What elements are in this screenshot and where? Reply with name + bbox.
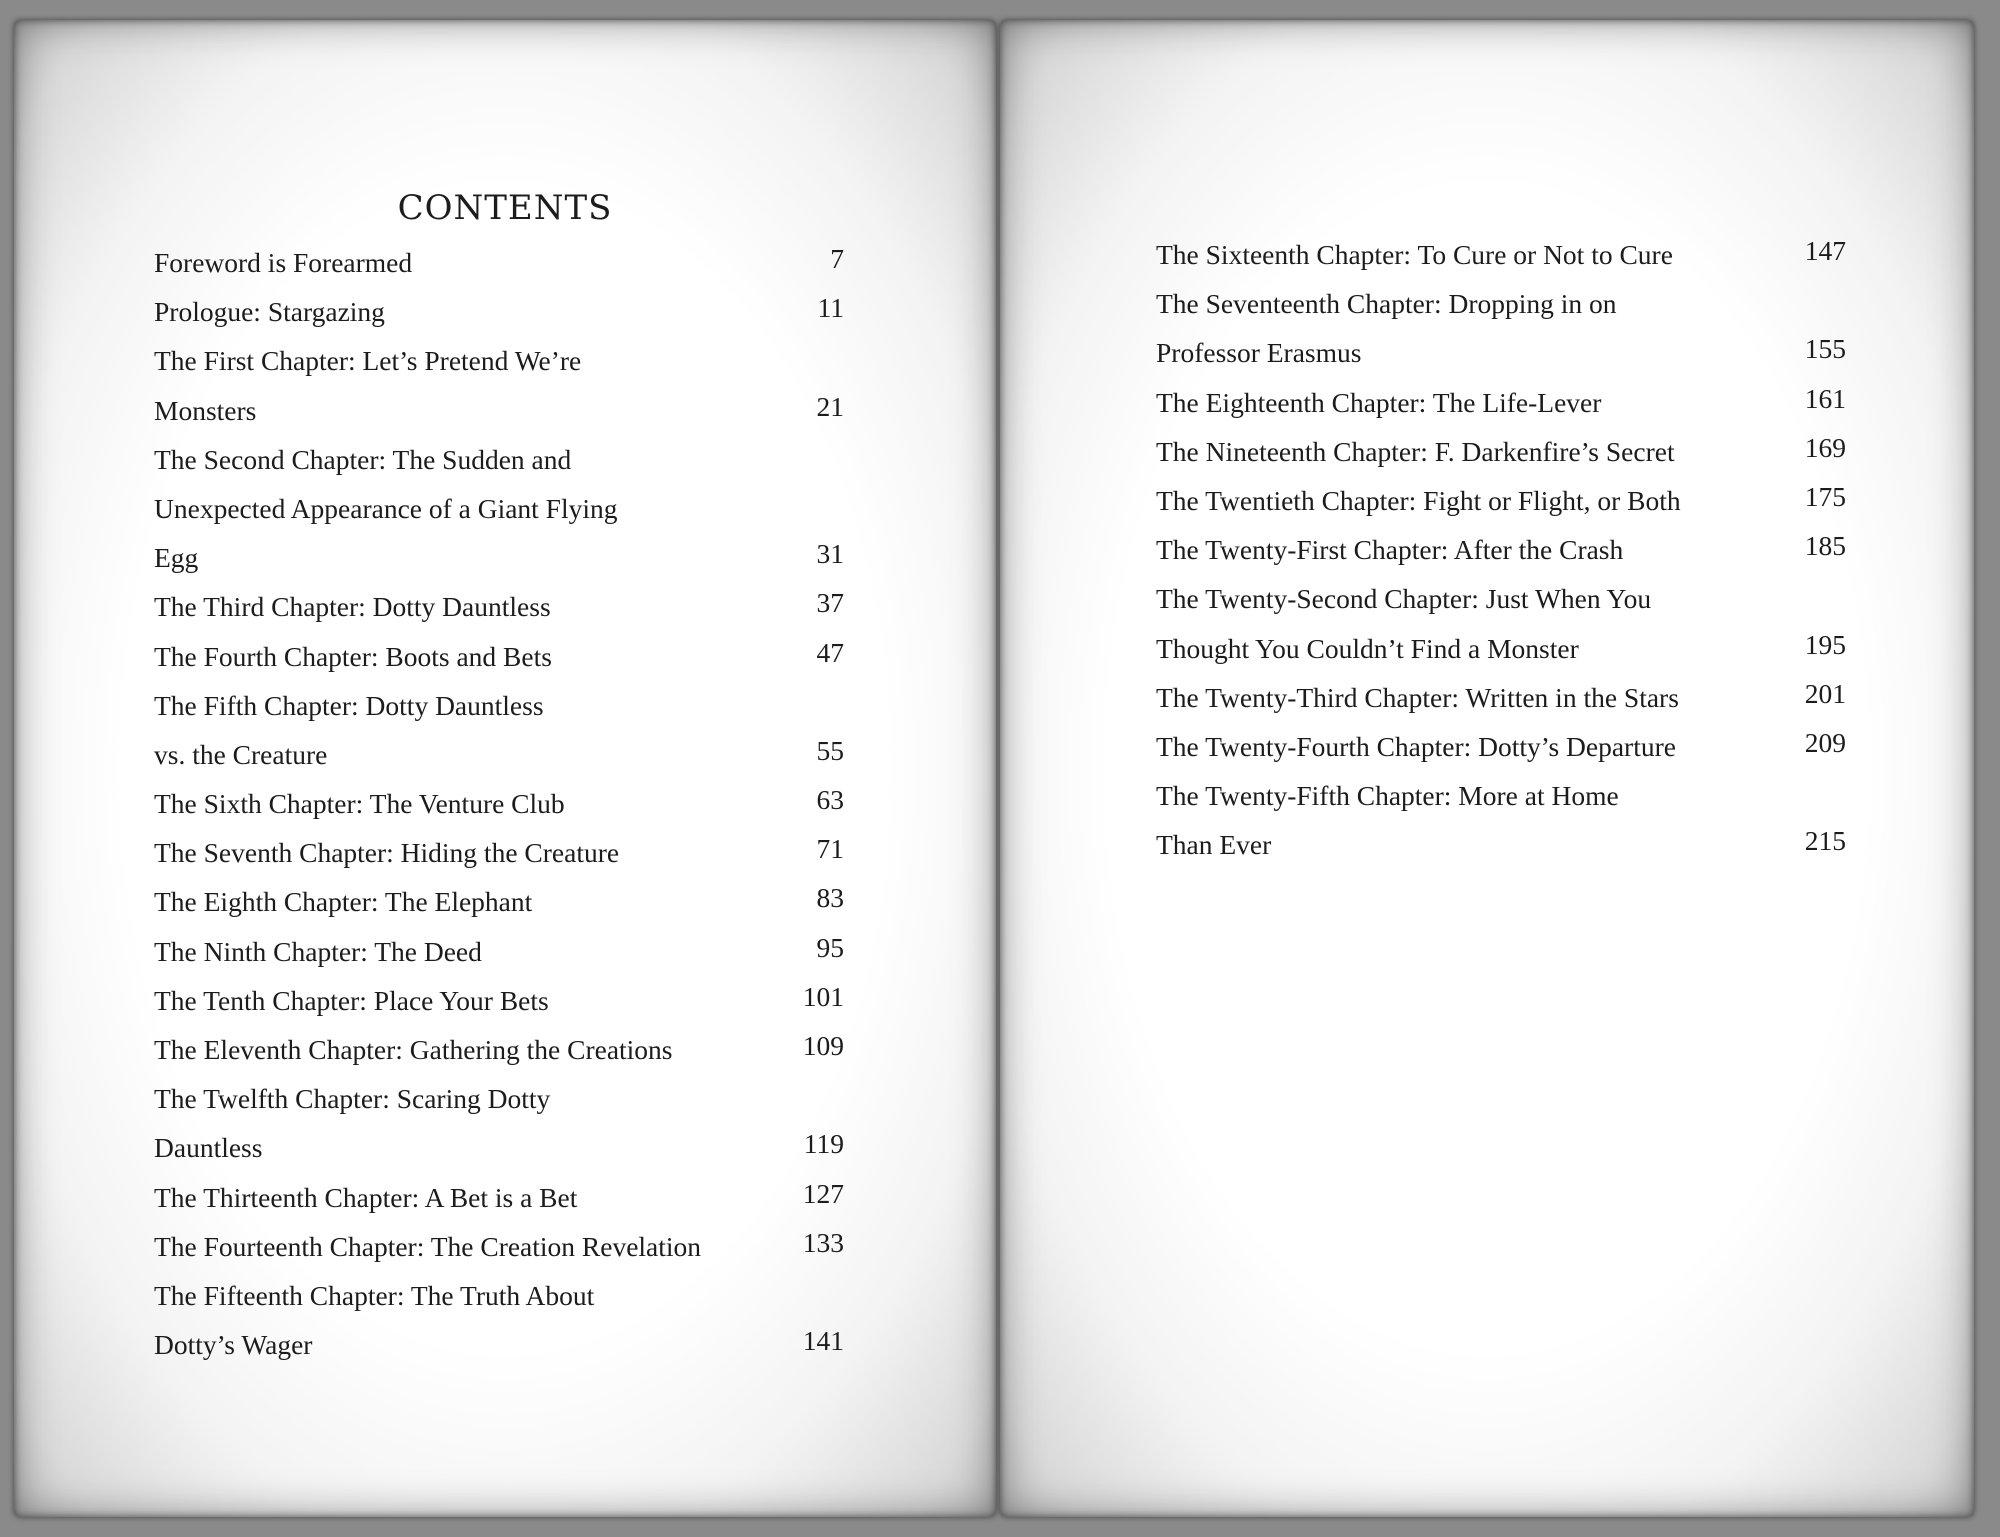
toc-entry <box>1156 328 1846 377</box>
toc-entry-page-number: 21 <box>816 390 844 422</box>
toc-entry <box>154 582 844 631</box>
toc-entry-title: The Twentieth Chapter: Fight or Flight, or Both <box>1156 484 1681 516</box>
toc-entry-page-number: 7 <box>830 243 844 274</box>
toc-entry-page-number: 169 <box>1804 431 1846 463</box>
toc-entry <box>154 1123 844 1172</box>
toc-entry-page-number: 71 <box>816 833 844 865</box>
toc-entry <box>1156 722 1846 771</box>
toc-entry-title: The Ninth Chapter: The Deed <box>154 935 482 967</box>
toc-entry-title: The Eighteenth Chapter: The Life-Lever <box>1156 386 1602 418</box>
toc-entry-title: Monsters <box>154 394 257 426</box>
toc-entry-title: The Twenty-First Chapter: After the Crash <box>1156 534 1624 566</box>
toc-entry <box>154 1320 844 1369</box>
toc-entry-page-number: 31 <box>816 538 844 570</box>
toc-entry-page-number: 195 <box>1804 628 1846 660</box>
toc-entry-page-number: 155 <box>1804 333 1846 365</box>
toc-entry-title: The Eleventh Chapter: Gathering the Creations <box>154 1034 673 1065</box>
toc-entry <box>154 976 844 1025</box>
toc-entry <box>154 386 844 435</box>
toc-entry-title: Unexpected Appearance of a Giant Flying <box>154 492 618 524</box>
contents-heading: CONTENTS <box>397 188 613 228</box>
toc-entry <box>1156 279 1846 328</box>
toc-entry-title: The Twelfth Chapter: Scaring Dotty <box>154 1083 551 1115</box>
toc-entry-page-number: 47 <box>816 636 844 668</box>
toc-list-left <box>154 238 844 1369</box>
toc-entry <box>154 730 844 779</box>
toc-entry-title: The Eighth Chapter: The Elephant <box>154 886 533 918</box>
toc-entry-page-number: 147 <box>1804 235 1846 266</box>
toc-entry-title: Foreword is Forearmed <box>154 247 413 278</box>
toc-entry <box>1156 378 1846 427</box>
toc-entry <box>154 1173 844 1222</box>
toc-entry-title: The Second Chapter: The Sudden and <box>154 443 572 475</box>
toc-entry <box>1156 230 1846 279</box>
toc-entry-page-number: 185 <box>1804 530 1846 562</box>
toc-entry <box>154 336 844 385</box>
toc-entry <box>154 238 844 287</box>
toc-entry <box>1156 427 1846 476</box>
toc-entry-page-number: 215 <box>1804 825 1846 857</box>
toc-entry-page-number: 55 <box>816 734 844 766</box>
toc-entry-title: The Fifth Chapter: Dotty Dauntless <box>154 689 544 721</box>
toc-entry-title: The Sixth Chapter: The Venture Club <box>154 788 565 820</box>
toc-entry-page-number: 127 <box>802 1177 844 1209</box>
toc-entry <box>1156 771 1846 820</box>
toc-entry <box>154 681 844 730</box>
toc-entry <box>154 632 844 681</box>
toc-entry-title: The Twenty-Third Chapter: Written in the Stars <box>1156 681 1679 713</box>
toc-entry-title: The Thirteenth Chapter: A Bet is a Bet <box>154 1181 578 1213</box>
toc-entry-title: The Fifteenth Chapter: The Truth About <box>154 1279 595 1311</box>
toc-entry-title: Dauntless <box>154 1132 263 1164</box>
toc-entry <box>154 877 844 926</box>
toc-entry <box>1156 624 1846 673</box>
toc-entry-title: The First Chapter: Let’s Pretend We’re <box>154 345 582 377</box>
toc-entry <box>154 484 844 533</box>
toc-entry <box>154 1271 844 1320</box>
toc-entry <box>154 1074 844 1123</box>
toc-entry-title: The Fourth Chapter: Boots and Bets <box>154 640 552 672</box>
toc-entry-page-number: 37 <box>816 587 844 619</box>
toc-entry-page-number: 141 <box>802 1325 844 1357</box>
toc-entry-page-number: 119 <box>803 1128 844 1160</box>
toc-entry <box>154 1222 844 1271</box>
toc-entry-title: Thought You Couldn’t Find a Monster <box>1156 632 1579 664</box>
toc-entry-title: The Twenty-Fourth Chapter: Dotty’s Departure <box>1156 730 1676 762</box>
toc-entry <box>154 287 844 336</box>
toc-entry-page-number: 109 <box>802 1030 844 1061</box>
toc-entry-title: The Twenty-Fifth Chapter: More at Home <box>1156 780 1619 812</box>
toc-entry <box>1156 574 1846 623</box>
toc-entry <box>1156 476 1846 525</box>
toc-entry <box>154 828 844 877</box>
toc-entry-page-number: 201 <box>1804 677 1846 709</box>
toc-list-right <box>1156 230 1846 869</box>
toc-entry-page-number: 209 <box>1804 726 1846 758</box>
toc-entry-title: Prologue: Stargazing <box>154 296 385 328</box>
toc-entry <box>154 1025 844 1074</box>
toc-entry-title: Than Ever <box>1156 829 1272 861</box>
toc-entry-title: The Tenth Chapter: Place Your Bets <box>154 984 549 1016</box>
toc-entry <box>154 927 844 976</box>
toc-entry-page-number: 101 <box>802 980 844 1012</box>
toc-entry-page-number: 161 <box>1804 382 1846 414</box>
toc-entry <box>154 779 844 828</box>
toc-entry-page-number: 95 <box>816 931 844 963</box>
toc-entry-title: The Third Chapter: Dotty Dauntless <box>154 591 551 623</box>
toc-entry <box>1156 673 1846 722</box>
toc-entry-title: The Fourteenth Chapter: The Creation Revelation <box>154 1230 702 1262</box>
toc-entry <box>154 533 844 582</box>
toc-entry <box>1156 820 1846 869</box>
toc-entry-page-number: 63 <box>816 784 844 816</box>
toc-entry-title: The Sixteenth Chapter: To Cure or Not to Cure <box>1156 239 1673 270</box>
toc-entry-title: The Seventh Chapter: Hiding the Creature <box>154 837 620 869</box>
toc-entry-title: vs. the Creature <box>154 738 328 770</box>
toc-entry-page-number: 133 <box>802 1226 844 1258</box>
toc-entry-title: Egg <box>154 542 199 574</box>
toc-entry-page-number: 11 <box>817 292 844 324</box>
toc-entry-title: The Nineteenth Chapter: F. Darkenfire’s Secret <box>1156 435 1675 467</box>
toc-entry <box>154 435 844 484</box>
toc-entry-title: Professor Erasmus <box>1156 337 1362 369</box>
toc-entry <box>1156 525 1846 574</box>
toc-entry-page-number: 175 <box>1804 480 1846 512</box>
toc-entry-title: The Twenty-Second Chapter: Just When You <box>1156 583 1652 615</box>
toc-entry-title: The Seventeenth Chapter: Dropping in on <box>1156 288 1617 320</box>
toc-entry-page-number: 83 <box>816 882 844 914</box>
toc-entry-title: Dotty’s Wager <box>154 1329 313 1361</box>
